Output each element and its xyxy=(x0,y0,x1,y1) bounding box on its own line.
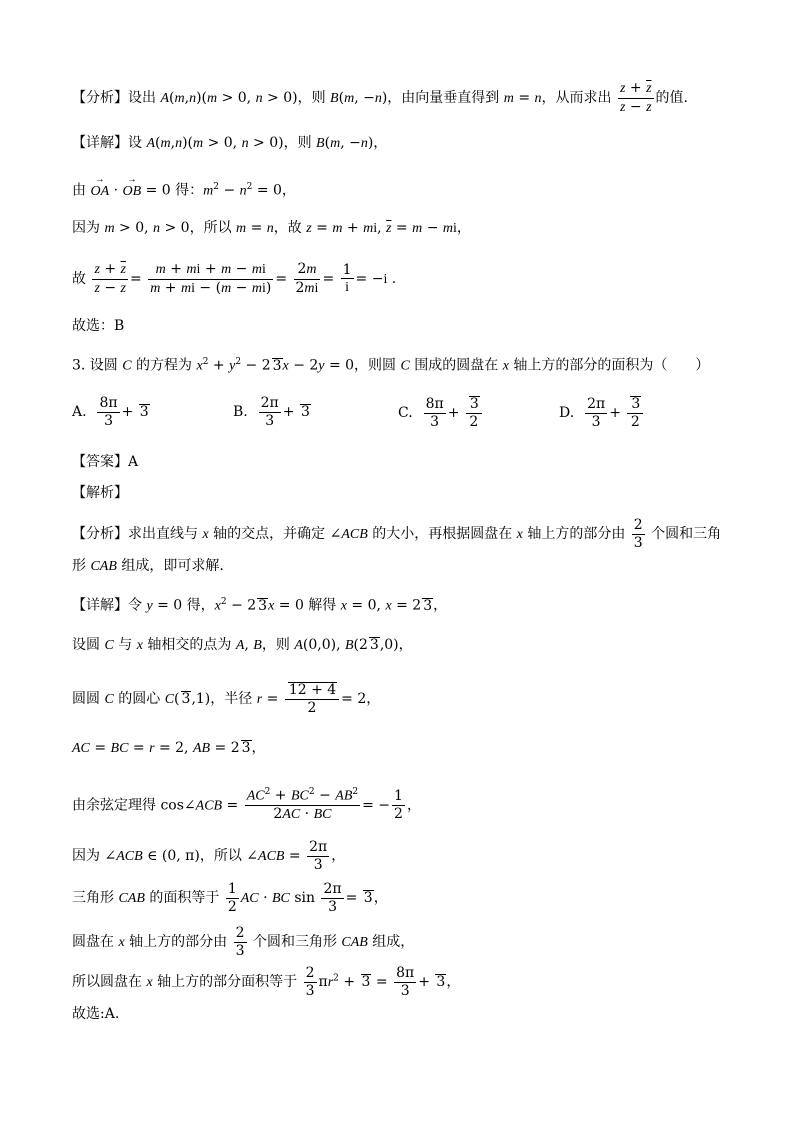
q3-option-b[interactable]: B. $\frac{2\pi}{3}$ + 3 xyxy=(233,395,310,429)
q3-detail-line7: 三角形 CAB 的面积等于 $\frac{1}{2}$ AC · BC sin $\frac{2\pi}{3}$ = 3， xyxy=(72,881,388,915)
q3-detail-line4: AC = BC = r = 2, AB = 2 3， xyxy=(72,740,266,756)
q3-analysis-label: 【分析】 xyxy=(72,526,128,543)
q2-fraction: $\frac{z + \overline{z}}{z - z}$ xyxy=(619,80,652,115)
q2-choice: 故选：B xyxy=(72,318,125,334)
q3-answer-value: A xyxy=(128,454,139,470)
q3-detail-line8: 圆盘在 x 轴上方的部分由 $\frac{2}{3}$ 个圆和三角形 CAB 组成， xyxy=(72,925,415,959)
q2-detail-label: 【详解】 xyxy=(72,135,128,151)
q3-jiexi-label: 【解析】 xyxy=(72,485,128,501)
q3-option-d[interactable]: D. $\frac{2\pi}{3}$ + $\frac{3}{2}$ xyxy=(559,396,645,430)
q3-option-c[interactable]: C. $\frac{8\pi}{3}$ + $\frac{3}{2}$ xyxy=(398,396,484,430)
q2-detail-line3: 因为 m > 0, n > 0，所以 m = n，故 z = m + mi, $\overline{z} = m$ − mi， xyxy=(72,220,471,236)
q2-analysis-label: 【分析】 xyxy=(72,90,128,107)
q2-detail-line1: 【详解】设 A(m,n)(m > 0, n > 0)，则 B(m, −n)， xyxy=(72,135,388,151)
q3-detail-line3: 圆圆 C 的圆心 C( 3,1)，半径 r = $\frac{12 + 4}{2}$ = 2， xyxy=(72,682,381,717)
q3-detail-line5: 由余弦定理得 cos∠ACB = $\frac{AC^2 + BC^2 - AB^2}{2AC \cdot BC}$ = − $\frac{1}{2}$ ， xyxy=(72,787,421,823)
q2-detail-line2: 由 → OA · → OB = 0 得：$m^2 - n^2 = 0$， xyxy=(72,177,296,202)
q2-analysis: 【分析】设出 A(m,n)(m > 0, n > 0)，则 B(m, −n)，由向量垂直得到 m = n，从而求出 $\frac{z + \overline{z}}{z - z}$ 的值. xyxy=(72,80,688,115)
q3-analysis: 【分析】求出直线与 x 轴的交点，并确定 ∠ACB 的大小，再根据圆盘在 x 轴上方的部分由 $\frac{2}{3}$ 个圆和三角 xyxy=(72,517,722,551)
q3-option-a[interactable]: A. $\frac{8\pi}{3}$ + 3 xyxy=(72,395,149,429)
q3-detail-label: 【详解】 xyxy=(72,597,128,614)
q3-detail-line6: 因为 ∠ACB ∈ (0, π)，所以 ∠ACB = $\frac{2\pi}{3}$ ， xyxy=(72,839,346,873)
q3-answer-label: 【答案】 xyxy=(72,454,128,470)
q3-analysis-cont: 形 CAB 组成，即可求解. xyxy=(72,558,224,574)
q3-answer xyxy=(72,452,138,472)
q3-detail-line2: 设圆 C 与 x 轴相交的点为 A, B，则 A(0,0), B(2 3,0)， xyxy=(72,637,413,653)
q3-stem: 3. 设圆 C 的方程为 $x^2 + y^2 - 2$ 3x − 2y = 0，则圆 C 围成的圆盘在 x 轴上方的部分的面积为（ ） xyxy=(72,357,710,374)
q3-choice: 故选:A. xyxy=(72,1006,120,1022)
q2-detail-line4: 故 $\frac{z + \overline{z}}{z - z}$ = $\frac{m + mi + m - mi}{m + mi - (m - mi)}$ = $\frac{2m}{2mi}$ = $\frac{1}{i}$ = −i . xyxy=(72,261,397,296)
q3-options xyxy=(72,396,732,440)
q3-detail-line1: 【详解】令 y = 0 得，$x^2 - 2$ 3x = 0 解得 x = 0, x = 2 3， xyxy=(72,597,448,614)
q3-detail-line9: 所以圆盘在 x 轴上方的部分面积等于 $\frac{2}{3}$ $\pi r^2 + 3$ = $\frac{8\pi}{3}$ + 3， xyxy=(72,965,461,999)
